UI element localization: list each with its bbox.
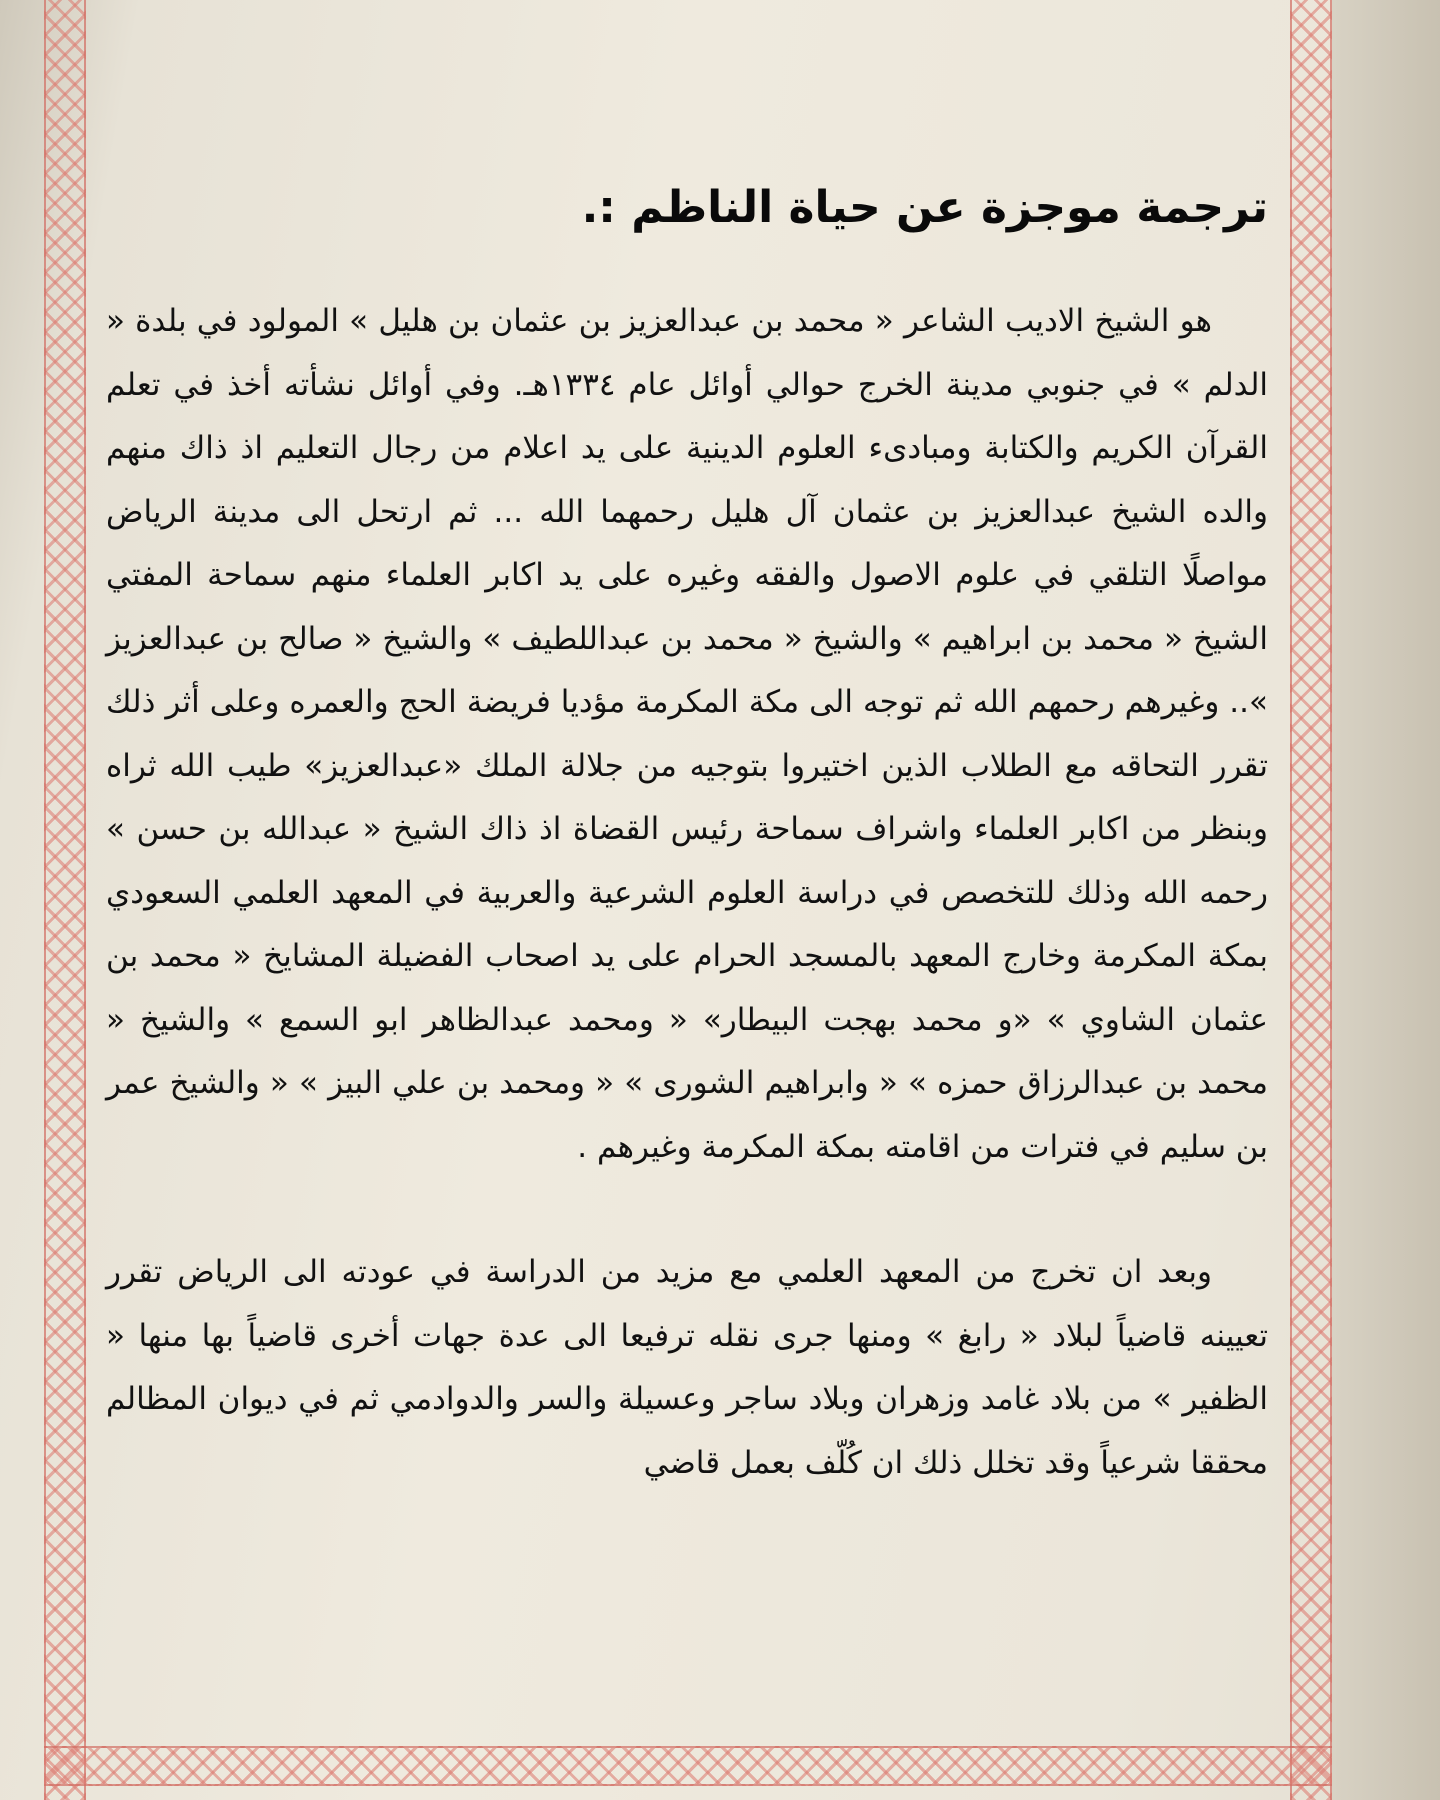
decorative-border-bottom	[44, 1746, 1332, 1786]
paragraph-career: وبعد ان تخرج من المعهد العلمي مع مزيد من الدراسة في عودته الى الرياض تقرر تعيينه قاضياً لبلاد « رابغ » ومنها جرى نقله ترفيعا الى عدة جهات أخرى قاضياً بها منها « الظفير » من بلاد غامد وزهران وبلاد ساجر وعسيلة والسر والدوادمي ثم في ديوان المظالم محققا شرعياً وقد تخلل ذلك ان كُلّف بعمل قاضي	[106, 1254, 1268, 1481]
decorative-border-right	[1290, 0, 1332, 1800]
page-gutter-shadow	[1332, 0, 1440, 1800]
section-title: ترجمة موجزة عن حياة الناظم :.	[581, 182, 1268, 233]
page-content	[106, 150, 1268, 1495]
paragraph-biography: هو الشيخ الاديب الشاعر « محمد بن عبدالعزيز بن عثمان بن هليل » المولود في بلدة « الدلم » في جنوبي مدينة الخرج حوالي أوائل عام ١٣٣٤هـ. وفي أوائل نشأته أخذ في تعلم القرآن الكريم والكتابة ومبادىء العلوم الدينية على يد اعلام من رجال التعليم اذ ذاك منهم والده الشيخ عبدالعزيز بن عثمان آل هليل رحمهما الله ... ثم ارتحل الى مدينة الرياض مواصلًا التلقي في علوم الاصول والفقه وغيره على يد اكابر العلماء منهم سماحة المفتي الشيخ « محمد بن ابراهيم » والشيخ « محمد بن عبداللطيف » والشيخ « صالح بن عبدالعزيز ».. وغيرهم رحمهم الله ثم توجه الى مكة المكرمة مؤديا فريضة الحج والعمره وعلى أثر ذلك تقرر التحاقه مع الطلاب الذين اختيروا بتوجيه من جلالة الملك «عبدالعزيز» طيب الله ثراه وبنظر من اكابر العلماء واشراف سماحة رئيس القضاة اذ ذاك الشيخ « عبدالله بن حسن » رحمه الله وذلك للتخصص في دراسة العلوم الشرعية والعربية في المعهد العلمي السعودي بمكة المكرمة وخارج المعهد بالمسجد الحرام على يد اصحاب الفضيلة المشايخ « محمد بن عثمان الشاوي » «و محمد بهجت البيطار» « ومحمد عبدالظاهر ابو السمع » والشيخ « محمد بن عبدالرزاق حمزه » « وابراهيم الشورى » « ومحمد بن علي البيز » « والشيخ عمر بن سليم في فترات من اقامته بمكة المكرمة وغيرهم .	[106, 303, 1269, 1165]
decorative-border-left	[44, 0, 86, 1800]
